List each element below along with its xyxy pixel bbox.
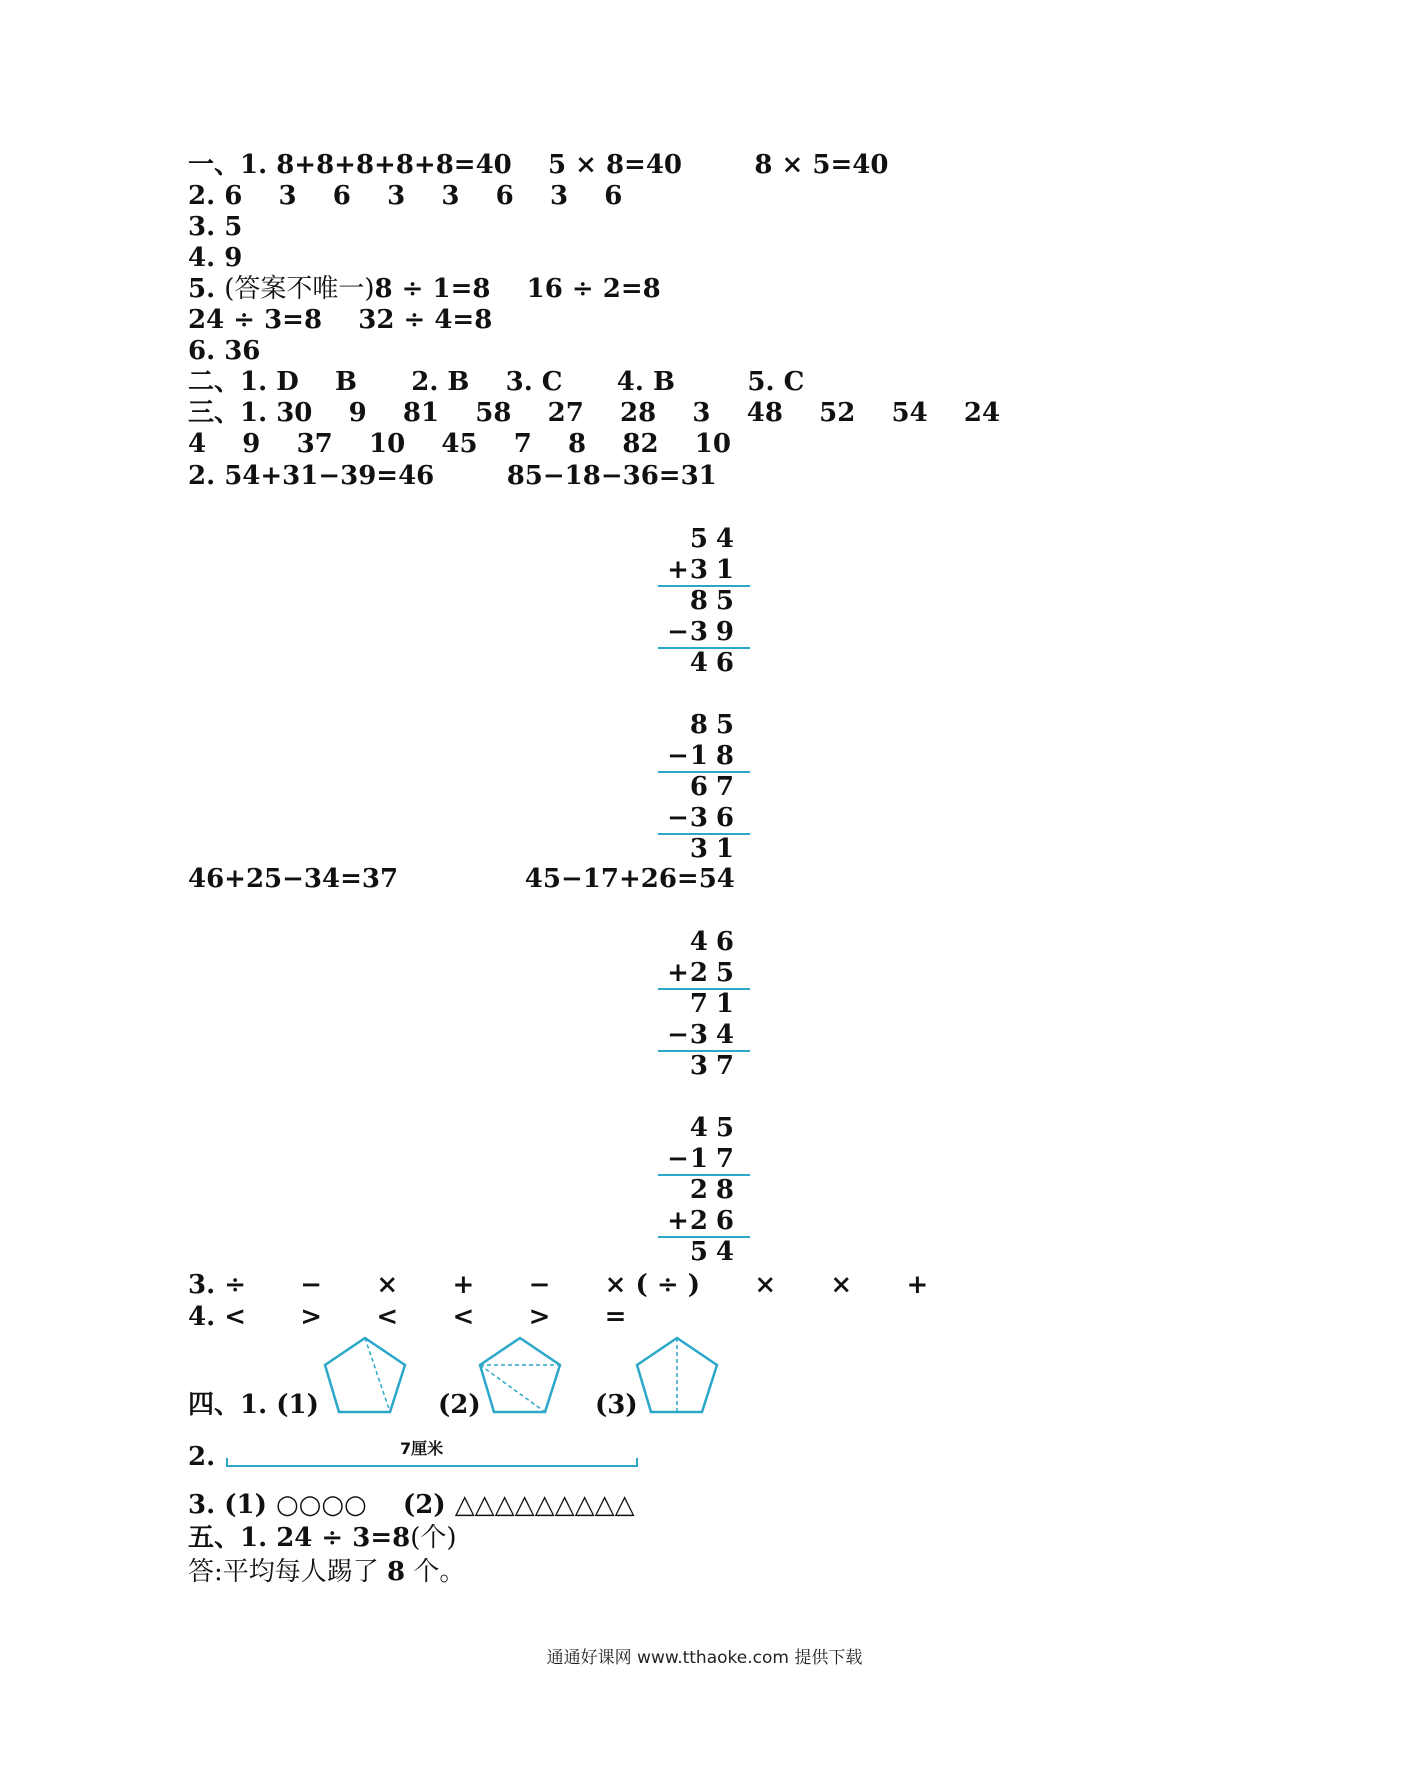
answer-line-3-1-cont: 4 9 37 10 45 7 8 82 10 [188,429,731,459]
answer-line-1-6: 6. 36 [188,336,261,366]
calc-number: 37 [689,1051,742,1081]
calc-number: 26 [689,1206,742,1236]
answer-suffix: 个。 [405,1557,466,1587]
calc-row [658,1206,750,1237]
calc-row [658,1237,750,1268]
calc-number: 45 [689,1113,742,1143]
item-number: 3. (1) [188,1490,267,1520]
calc-operator: + [667,555,689,585]
answer-line-3-4: 4. < > < < > = [188,1302,627,1332]
calc-rule [658,585,750,587]
vertical-calc [658,1113,750,1268]
calc-row [658,1175,750,1206]
vertical-calc [658,524,750,679]
answer-line-1-4: 4. 9 [188,243,243,273]
answer-line-2: 二、1. D B 2. B 3. C 4. B 5. C [188,367,805,397]
line-segment-diagram [225,1452,641,1472]
calc-number: 36 [689,803,742,833]
pentagon-diagram-3 [634,1330,724,1420]
calc-number: 28 [689,1175,742,1205]
calc-row [658,555,750,586]
calc-number: 54 [689,1237,742,1267]
item-number: (2) [402,1490,446,1520]
calc-row [658,741,750,772]
calc-operator: − [667,1020,689,1050]
answer-label-4-1-3: (3) [595,1390,638,1420]
length-label: 7厘米 [400,1439,444,1458]
answer-line-1-1: 一、1. 8+8+8+8+8=40 5 × 8=40 8 × 5=40 [188,150,889,180]
calc-rule [658,833,750,835]
answer-number: 8 [387,1557,406,1587]
calc-row [658,617,750,648]
item-number: 5. [188,274,225,304]
answer-line-1-5-cont: 24 ÷ 3=8 32 ÷ 4=8 [188,305,493,335]
calc-row [658,834,750,865]
calc-row [658,927,750,958]
calc-number: 31 [689,834,742,864]
pentagon-diagram-2 [477,1330,567,1420]
calc-row [658,772,750,803]
answer-prefix: 答:平均每人踢了 [188,1557,388,1587]
calc-rule [658,1236,750,1238]
calc-number: 25 [689,958,742,988]
calc-number: 39 [689,617,742,647]
calc-row [658,1113,750,1144]
vertical-calc [658,927,750,1082]
answer-line-1-2: 2. 6 3 6 3 3 6 3 6 [188,181,623,211]
division-answers: 8 ÷ 1=8 16 ÷ 2=8 [374,274,661,304]
calc-number: 71 [689,989,742,1019]
triangles-answer: △△△△△△△△△ [454,1490,635,1520]
pentagon-diagram-1 [322,1330,412,1420]
calc-operator: − [667,803,689,833]
answer-line-4-3 [188,1490,635,1520]
equation: 五、1. 24 ÷ 3=8 [188,1523,411,1553]
calc-number: 46 [689,927,742,957]
answer-sentence [188,1557,465,1587]
calc-number: 85 [689,710,742,740]
calc-row [658,648,750,679]
answer-line-4-2: 2. [188,1442,216,1472]
calc-number: 46 [689,648,742,678]
calc-number: 34 [689,1020,742,1050]
vertical-calc [658,710,750,865]
calc-rule [658,1174,750,1176]
answer-line-4-1: 四、1. (1) [188,1390,319,1420]
answer-line-3-1: 三、1. 30 9 81 58 27 28 3 48 52 54 24 [188,398,1001,428]
calc-row [658,1144,750,1175]
answer-label-4-1-2: (2) [438,1390,481,1420]
calc-operator: − [667,1144,689,1174]
calc-row [658,710,750,741]
calc-operator: − [667,741,689,771]
calc-operator: + [667,958,689,988]
footer-source: 通通好课网 www.tthaoke.com 提供下载 [546,1648,863,1668]
calc-rule [658,647,750,649]
calc-row [658,958,750,989]
unit: (个) [410,1523,457,1553]
calc-row [658,586,750,617]
calc-operator: + [667,1206,689,1236]
calc-number: 31 [689,555,742,585]
calc-row [658,989,750,1020]
calc-number: 54 [689,524,742,554]
calc-row [658,1020,750,1051]
answer-line-3-2-cont: 46+25−34=37 45−17+26=54 [188,864,735,894]
calc-rule [658,988,750,990]
answer-line-1-5 [188,274,661,304]
calc-number: 17 [689,1144,742,1174]
answer-line-3-2: 2. 54+31−39=46 85−18−36=31 [188,461,717,491]
calc-number: 18 [689,741,742,771]
calc-rule [658,771,750,773]
calc-operator: − [667,617,689,647]
calc-rule [658,1050,750,1052]
calc-number: 67 [689,772,742,802]
note-not-unique: (答案不唯一) [224,274,375,304]
calc-number: 85 [689,586,742,616]
answer-line-5-1 [188,1523,457,1553]
answer-line-3-3: 3. ÷ − × + − × ( ÷ ) × × + [188,1270,929,1300]
circles-answer: ○○○○ [275,1490,367,1520]
calc-row [658,1051,750,1082]
calc-row [658,524,750,555]
calc-row [658,803,750,834]
answer-line-1-3: 3. 5 [188,212,243,242]
